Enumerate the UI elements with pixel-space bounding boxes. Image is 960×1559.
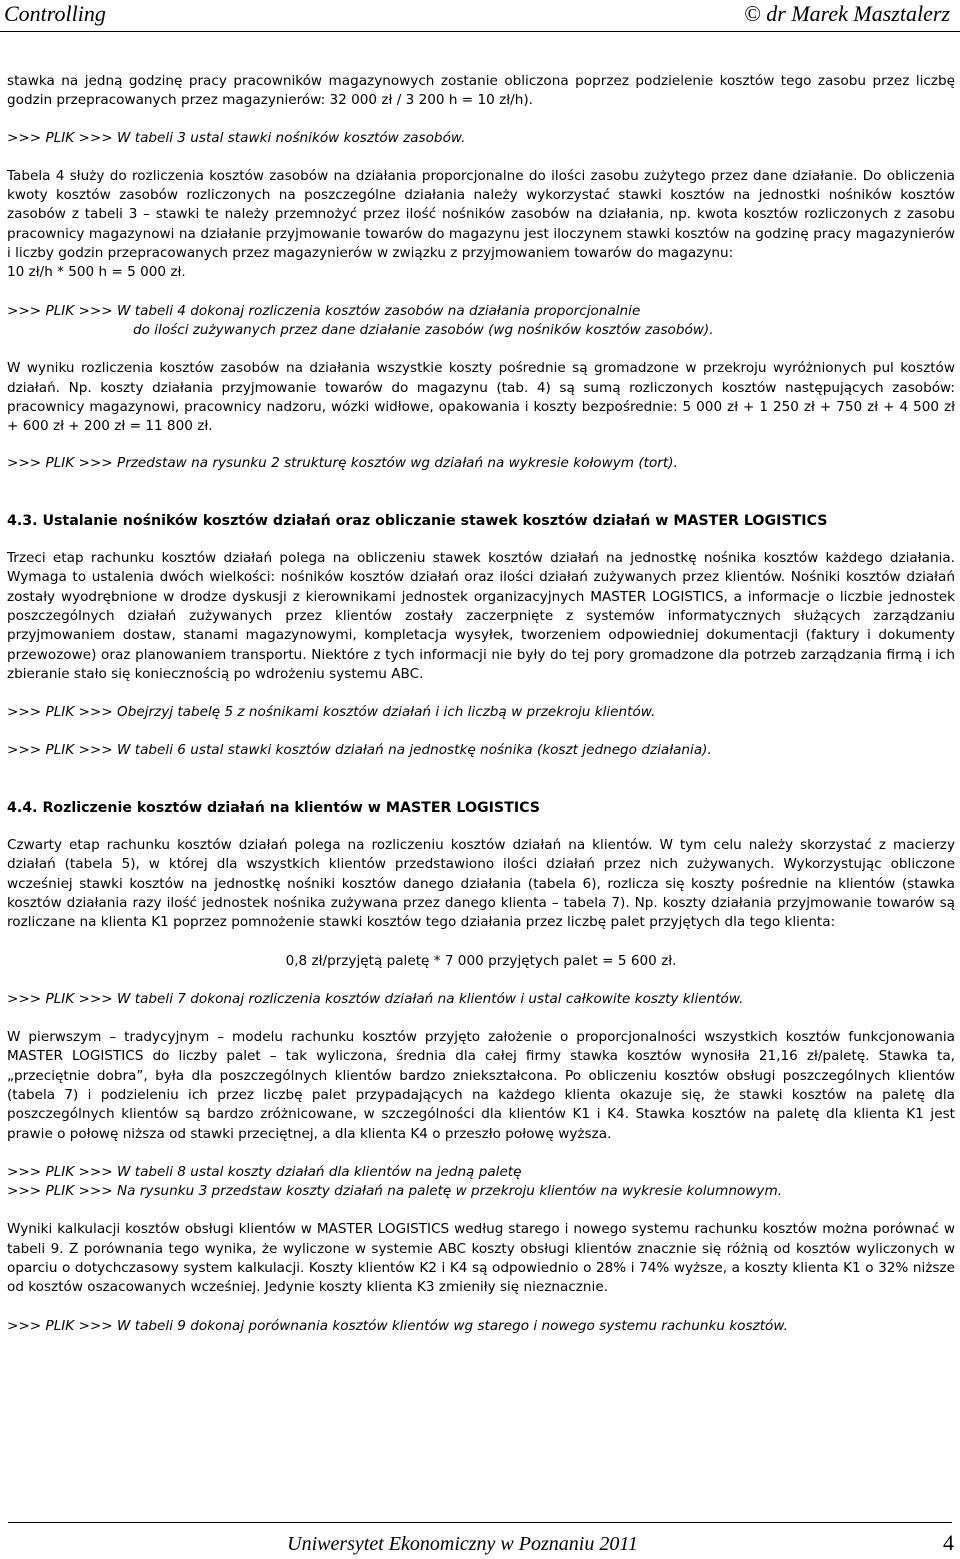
paragraph-client-allocation: Czwarty etap rachunku kosztów działań polega na rozliczeniu kosztów działań na klientów. W tym celu należy skorzystać z macierzy działań (tabela 5), w której dla wszystkich klientów przedstawiono ilości działań przez nich zużywanych. Wykorzystując obliczone wcześniej stawki kosztów na jednostkę nośniki kosztów danego działania (tabela 6), rozlicza się koszty pośrednie na klientów (stawka kosztów działania razy ilość jednostek nośnika zużywana przez danego klienta – tabela 7). Np. koszty działania przyjmowanie towarów są rozliczane na klienta K1 poprzez pomnożenie stawki kosztów tego działania przez liczbę palet przyjętych dla tego klienta: [7,837,955,931]
paragraph-traditional-model: W pierwszym – tradycyjnym – modelu rachunku kosztów przyjęto założenie o proporcjonalności wszystkich kosztów funkcjonowania MASTER LOGISTICS do liczby palet – tak wyliczona, średnia dla całej firmy stawka kosztów wynosiła 21,16 zł/paletę. Stawka ta, „przeciętnie dobra”, była dla poszczególnych klientów bardzo zniekształcona. Po obliczeniu kosztów obsługi poszczególnych klientów (tabela 7) i podzieleniu ich przez liczbę palet przypadających na każdego klienta okazuje się, że stawki kosztów na paletę dla poszczególnych klientów są bardzo zróżnicowane, w szczególności dla klientów K1 i K4. Stawka kosztów na paletę dla klienta K1 jest prawie o połowę niższa od stawki przeciętnej, a dla klienta K4 o przeszło połowę wyższa. [7,1029,955,1142]
header-divider [0,31,960,32]
formula-pallet-cost: 0,8 zł/przyjętą paletę * 7 000 przyjętych palet = 5 600 zł. [285,952,677,969]
task-instruction-table8: >>> PLIK >>> W tabeli 8 ustal koszty działań dla klientów na jedną paletę [7,1163,522,1180]
task-instruction-table4-line2: do ilości zużywanych przez dane działanie zasobów (wg nośników kosztów zasobów). [133,321,714,338]
section-heading-4-3: 4.3. Ustalanie nośników kosztów działań oraz obliczanie stawek kosztów działań w MASTER LOGISTICS [7,512,828,529]
task-instruction-table4-line1: >>> PLIK >>> W tabeli 4 dokonaj rozliczenia kosztów zasobów na działania proporcjonalnie [7,302,641,319]
page-header [0,0,960,30]
task-instruction-table7: >>> PLIK >>> W tabeli 7 dokonaj rozliczenia kosztów działań na klientów i ustal całkowite koszty klientów. [7,990,744,1007]
paragraph-cost-pools: W wyniku rozliczenia kosztów zasobów na działania wszystkie koszty pośrednie są gromadzone w przekroju wyróżnionych pul kosztów działań. Np. koszty działania przyjmowanie towarów do magazynu (tab. 4) są sumą rozliczonych kosztów następujących zasobów: pracownicy magazynowi, pracownicy nadzoru, wózki widłowe, opakowania i koszty bezpośrednie: 5 000 zł + 1 250 zł + 750 zł + 4 500 zł + 600 zł + 200 zł = 11 800 zł. [7,360,955,435]
section-heading-4-4: 4.4. Rozliczenie kosztów działań na klientów w MASTER LOGISTICS [7,799,540,816]
header-course-title: Controlling [4,1,106,26]
footer-university: Uniwersytet Ekonomiczny w Poznaniu 2011 [287,1533,638,1555]
task-instruction-figure3: >>> PLIK >>> Na rysunku 3 przedstaw koszty działań na paletę w przekroju klientów na wykresie kolumnowym. [7,1183,783,1200]
task-instruction-table6: >>> PLIK >>> W tabeli 6 ustal stawki kosztów działań na jednostkę nośnika (koszt jednego działania). [7,742,712,759]
paragraph-results-comparison: Wyniki kalkulacji kosztów obsługi klientów w MASTER LOGISTICS według starego i nowego systemu rachunku kosztów można porównać w tabeli 9. Z porównania tego wynika, że wyliczone w systemie ABC koszty obsługi klientów znacznie się różnią od kosztów wyliczonych w oparciu o dotychczasowy system kalkulacji. Koszty klientów K2 i K4 są odpowiednio o 28% i 74% wyższe, a koszty klienta K1 o 32% niższe od kosztów oszacowanych wcześniej. Jedynie koszty klienta K3 zmieniły się nieznacznie. [7,1221,955,1296]
header-author: © dr Marek Masztalerz [744,1,950,26]
task-instruction-table3: >>> PLIK >>> W tabeli 3 ustal stawki nośników kosztów zasobów. [7,129,466,146]
task-instruction-table9: >>> PLIK >>> W tabeli 9 dokonaj porównania kosztów klientów wg starego i nowego systemu rachunku kosztów. [7,1317,788,1334]
paragraph-table4: Tabela 4 służy do rozliczenia kosztów zasobów na działania proporcjonalne do ilości zasobu zużytego przez dane działanie. Do obliczenia kwoty kosztów zasobów rozliczonych na poszczególne działania należy wykorzystać stawki kosztów na jednostki nośników kosztów zasobów z tabeli 3 – stawki te należy przemnożyć przez ilość nośników zasobów na działania, np. kwota kosztów rozliczonych z zasobu pracownicy magazynowi na działanie przyjmowanie towarów do magazynu jest iloczynem stawki kosztów na godzinę pracy magazynierów i liczby godzin przepracowanych przez magazynierów w związku z przyjmowaniem towarów do magazynu: [7,167,955,262]
paragraph-rate-calc: stawka na jedną godzinę pracy pracowników magazynowych zostanie obliczona poprzez podzielenie kosztów tego zasobu przez liczbę godzin przepracowanych przez magazynierów: 32 000 zł / 3 200 h = 10 zł/h). [7,73,955,109]
paragraph-cost-drivers: Trzeci etap rachunku kosztów działań polega na obliczeniu stawek kosztów działań na jednostkę nośnika kosztów każdego działania. Wymaga to ustalenia dwóch wielkości: nośników kosztów działań oraz ilości działań zużywanych przez klientów. Nośniki kosztów działań zostały wyodrębnione w drodze dyskusji z kierownikami jednostek organizacyjnych MASTER LOGISTICS, a informacje o liczbie jednostek poszczególnych działań zużywanych przez klientów zostały zaczerpnięte z systemów informatycznych służących zarządzaniu przyjmowaniem dostaw, stanami magazynowymi, kompletacja wysyłek, tworzeniem odpowiedniej dokumentacji (faktury i dokumenty przewozowe) oraz planowaniem transportu. Niektóre z tych informacji nie były do tej pory gromadzone dla potrzeb zarządzania firmą i ich zbieranie stało się koniecznością po wdrożeniu systemu ABC. [7,550,955,682]
task-instruction-table5: >>> PLIK >>> Obejrzyj tabelę 5 z nośnikami kosztów działań i ich liczbą w przekroju klientów. [7,704,656,721]
task-instruction-figure2: >>> PLIK >>> Przedstaw na rysunku 2 strukturę kosztów wg działań na wykresie kołowym (tort). [7,455,678,472]
document-body [7,72,955,1336]
page-number: 4 [943,1530,954,1555]
footer-divider [8,1522,952,1523]
formula-wage-cost: 10 zł/h * 500 h = 5 000 zł. [7,264,186,281]
